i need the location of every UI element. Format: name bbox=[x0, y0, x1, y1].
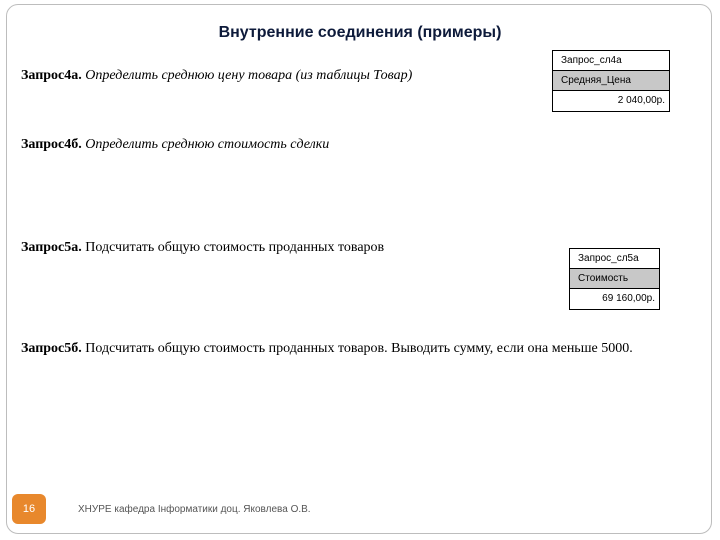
task-4a-label: Запрос4а. bbox=[21, 68, 82, 83]
result-table-4a bbox=[552, 50, 670, 112]
task-4b-label: Запрос4б. bbox=[21, 137, 82, 152]
task-5b-text: Подсчитать общую стоимость проданных товаров. Выводить сумму, если она меньше 5000. bbox=[85, 341, 633, 356]
task-5b bbox=[21, 341, 633, 357]
task-4b-text: Определить среднюю стоимость сделки bbox=[85, 137, 330, 152]
slide-title: Внутренние соединения (примеры) bbox=[218, 24, 502, 41]
page-number-badge: 16 bbox=[12, 494, 46, 524]
result-table-4a-column: Средняя_Цена bbox=[553, 71, 669, 91]
task-5b-label: Запрос5б. bbox=[21, 341, 82, 356]
task-5a-text: Подсчитать общую стоимость проданных товаров bbox=[85, 240, 385, 255]
task-5a bbox=[21, 240, 384, 256]
result-table-5a bbox=[569, 248, 660, 310]
task-4a-text: Определить среднюю цену товара (из таблицы Товар) bbox=[85, 68, 413, 83]
result-table-4a-value: 2 040,00р. bbox=[553, 91, 669, 111]
task-4b bbox=[21, 137, 329, 153]
result-table-5a-column: Стоимость bbox=[570, 269, 659, 289]
result-table-5a-value: 69 160,00р. bbox=[570, 289, 659, 309]
task-4a bbox=[21, 68, 412, 84]
task-5a-label: Запрос5а. bbox=[21, 240, 82, 255]
result-table-4a-query: Запрос_сл4а bbox=[553, 51, 669, 71]
result-table-5a-query: Запрос_сл5а bbox=[570, 249, 659, 269]
footer-text: ХНУРЕ кафедра Інформатики доц. Яковлева О.В. bbox=[78, 504, 311, 515]
